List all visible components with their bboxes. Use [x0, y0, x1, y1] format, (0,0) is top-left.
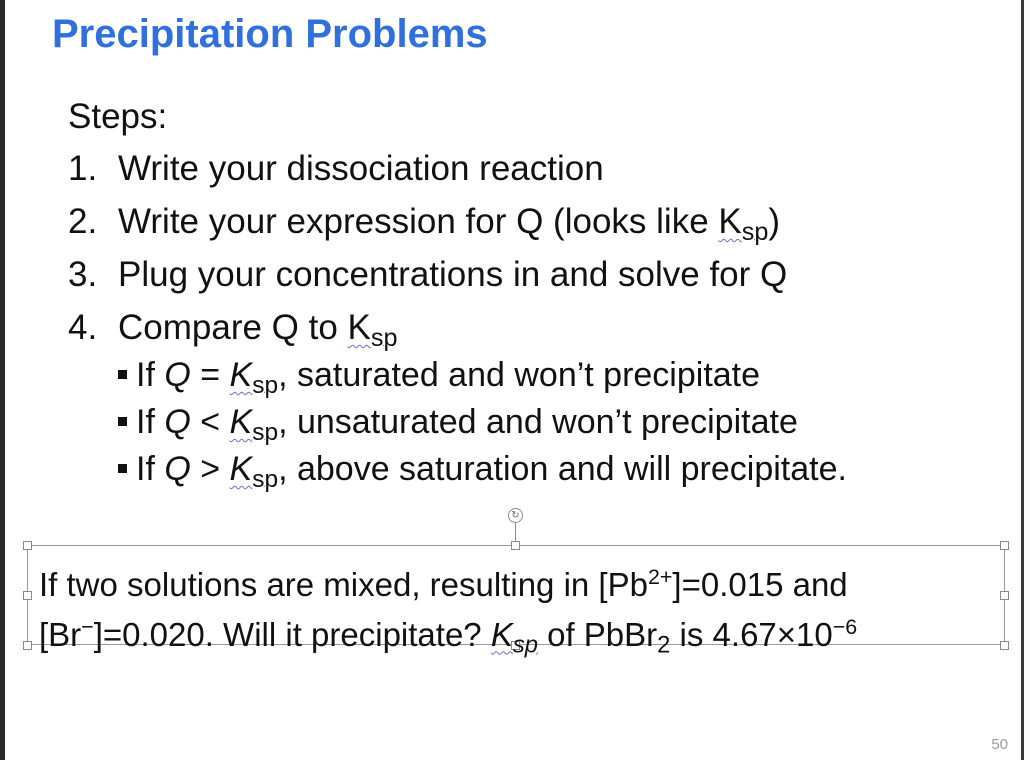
step-number: 1.	[68, 149, 98, 188]
step-text: Write your dissociation reaction	[118, 149, 604, 188]
bullet-above-saturation: If $Q > K_{sp}$, above saturation and will precipitate.	[118, 450, 847, 494]
slide-title: Precipitation Problems	[52, 12, 488, 56]
problem-text[interactable]	[39, 556, 857, 666]
ksp-symbol: $K_{sp}$	[229, 450, 279, 493]
step-number: 4.	[68, 308, 98, 347]
bullet-saturated: If $Q = K_{sp}$, saturated and won’t precipitate	[118, 356, 760, 400]
step-number: 2.	[68, 202, 98, 241]
step-text: Plug your concentrations in and solve for Q	[118, 255, 788, 294]
step-3	[68, 255, 787, 295]
ksp-symbol: $K_{sp}$	[229, 403, 279, 446]
ksp-symbol: $K_{sp}$	[347, 308, 398, 353]
ksp-symbol: $K_{sp}$	[229, 356, 279, 399]
ksp-symbol: $K_{sp}$	[718, 202, 769, 247]
problem-line-1: If two solutions are mixed, resulting in $[Pb^{2+}]=0.015$ and	[39, 565, 848, 603]
resize-handle-bottom-left[interactable]	[23, 641, 32, 650]
resize-handle-top-left[interactable]	[23, 541, 32, 550]
bullet-unsaturated: If $Q < K_{sp}$, unsaturated and won’t precipitate	[118, 403, 798, 447]
rotate-icon[interactable]: ↻	[508, 508, 523, 523]
bullet-square-icon	[118, 464, 127, 473]
page-number: 50	[991, 736, 1008, 753]
step-1	[68, 149, 604, 189]
step-4	[68, 308, 398, 353]
bullet-square-icon	[118, 370, 127, 379]
resize-handle-bottom-right[interactable]	[1000, 641, 1009, 650]
bullet-square-icon	[118, 417, 127, 426]
step-2	[68, 202, 780, 247]
ksp-symbol: $K_{sp}$	[490, 615, 538, 659]
step-text-after: )	[768, 202, 781, 241]
resize-handle-left[interactable]	[23, 591, 32, 600]
resize-handle-top-right[interactable]	[1000, 541, 1009, 550]
resize-handle-right[interactable]	[1000, 591, 1009, 600]
window-edge-left	[0, 0, 5, 760]
resize-handle-top[interactable]	[511, 541, 520, 550]
steps-label: Steps:	[68, 97, 168, 136]
problem-line-2: [Br−]=0.020. Will it precipitate? $K_{sp}$ of PbBr$_2$ is $4.67\times 10^{-6}$	[39, 614, 858, 659]
step-text: Write your expression for Q (looks like	[118, 202, 719, 241]
step-text: Compare Q to	[118, 308, 348, 347]
step-number: 3.	[68, 255, 98, 294]
